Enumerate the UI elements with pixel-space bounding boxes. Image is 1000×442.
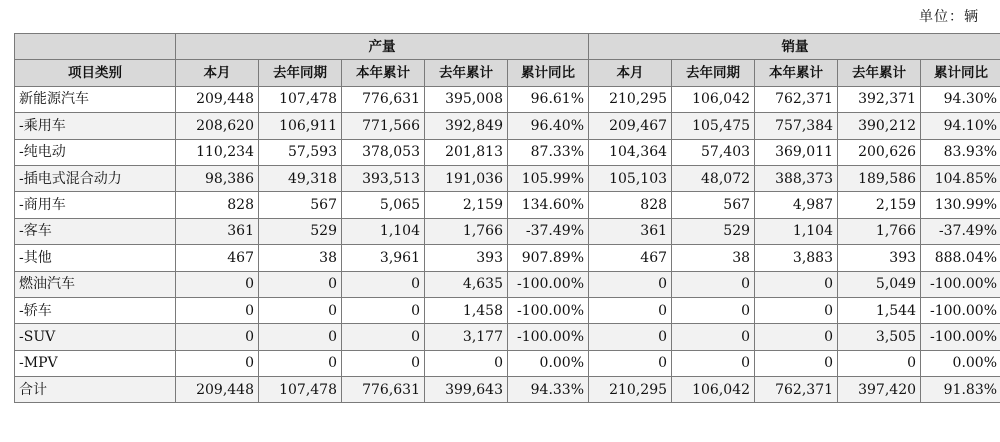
table-row: [15, 350, 1000, 376]
table-cell: 96.40%: [508, 113, 589, 139]
table-cell: 0: [755, 271, 838, 297]
table-cell: 57,403: [672, 139, 755, 165]
row-label: -轿车: [15, 297, 176, 323]
table-cell: 48,072: [672, 165, 755, 191]
table-cell: 5,065: [342, 192, 425, 218]
table-cell: -100.00%: [921, 324, 1000, 350]
table-cell: 130.99%: [921, 192, 1000, 218]
table-cell: 392,849: [425, 113, 508, 139]
table-row: [15, 297, 1000, 323]
table-cell: 105,475: [672, 113, 755, 139]
table-cell: 361: [589, 218, 672, 244]
table-cell: -100.00%: [921, 271, 1000, 297]
table-cell: 1,766: [838, 218, 921, 244]
table-cell: 209,448: [176, 86, 259, 112]
table-cell: 395,008: [425, 86, 508, 112]
table-cell: 107,478: [259, 86, 342, 112]
table-cell: 388,373: [755, 165, 838, 191]
table-cell: 392,371: [838, 86, 921, 112]
table-cell: 0: [259, 271, 342, 297]
table-cell: -100.00%: [921, 297, 1000, 323]
table-cell: 828: [589, 192, 672, 218]
row-label: -商用车: [15, 192, 176, 218]
table-cell: 0: [259, 324, 342, 350]
table-cell: 0: [589, 271, 672, 297]
table-cell: 0.00%: [508, 350, 589, 376]
table-cell: 0: [342, 324, 425, 350]
table-cell: 38: [259, 245, 342, 271]
table-row: [15, 377, 1000, 403]
table-row: [15, 86, 1000, 112]
table-cell: -100.00%: [508, 271, 589, 297]
row-label: -客车: [15, 218, 176, 244]
table-cell: 2,159: [838, 192, 921, 218]
table-cell: 888.04%: [921, 245, 1000, 271]
table-cell: 771,566: [342, 113, 425, 139]
table-cell: 3,883: [755, 245, 838, 271]
table-cell: 208,620: [176, 113, 259, 139]
table-cell: 1,766: [425, 218, 508, 244]
table-row: [15, 192, 1000, 218]
table-cell: 0: [342, 271, 425, 297]
table-cell: 104,364: [589, 139, 672, 165]
row-label: -乘用车: [15, 113, 176, 139]
table-cell: 361: [176, 218, 259, 244]
table-cell: 1,544: [838, 297, 921, 323]
table-cell: 369,011: [755, 139, 838, 165]
row-label: -MPV: [15, 350, 176, 376]
table-cell: 0: [589, 324, 672, 350]
table-cell: 4,635: [425, 271, 508, 297]
column-header: 累计同比: [508, 60, 589, 86]
column-header: 本月: [589, 60, 672, 86]
table-cell: -100.00%: [508, 297, 589, 323]
column-header: 去年累计: [838, 60, 921, 86]
header-column-row: [15, 60, 1000, 86]
table-cell: 762,371: [755, 86, 838, 112]
table-cell: 191,036: [425, 165, 508, 191]
sales-group-header: 销量: [589, 34, 1000, 60]
table-cell: 107,478: [259, 377, 342, 403]
table-cell: 776,631: [342, 86, 425, 112]
table-cell: 3,961: [342, 245, 425, 271]
row-label: 燃油汽车: [15, 271, 176, 297]
header-group-row: [15, 34, 1000, 60]
table-cell: 529: [259, 218, 342, 244]
column-header: 去年同期: [259, 60, 342, 86]
table-cell: 0: [838, 350, 921, 376]
column-header: 本年累计: [342, 60, 425, 86]
row-label: -SUV: [15, 324, 176, 350]
table-cell: 0: [589, 297, 672, 323]
table-cell: 106,042: [672, 377, 755, 403]
row-label: -插电式混合动力: [15, 165, 176, 191]
table-cell: 567: [259, 192, 342, 218]
table-row: [15, 165, 1000, 191]
table-cell: 209,448: [176, 377, 259, 403]
table-cell: 4,987: [755, 192, 838, 218]
table-cell: 210,295: [589, 377, 672, 403]
table-row: [15, 324, 1000, 350]
table-cell: 0: [259, 297, 342, 323]
table-cell: 110,234: [176, 139, 259, 165]
table-cell: 0: [342, 350, 425, 376]
table-cell: 907.89%: [508, 245, 589, 271]
table-cell: 87.33%: [508, 139, 589, 165]
table-cell: 529: [672, 218, 755, 244]
table-cell: 98,386: [176, 165, 259, 191]
table-cell: 0: [176, 324, 259, 350]
table-cell: 393: [838, 245, 921, 271]
table-row: [15, 113, 1000, 139]
column-header: 去年累计: [425, 60, 508, 86]
table-cell: -37.49%: [921, 218, 1000, 244]
table-cell: 57,593: [259, 139, 342, 165]
table-cell: 83.93%: [921, 139, 1000, 165]
table-cell: 397,420: [838, 377, 921, 403]
table-row: [15, 271, 1000, 297]
table-cell: 0: [755, 297, 838, 323]
table-cell: 467: [589, 245, 672, 271]
table-cell: 1,104: [342, 218, 425, 244]
column-header: 本月: [176, 60, 259, 86]
unit-label: 单位：辆: [919, 9, 979, 25]
table-cell: 201,813: [425, 139, 508, 165]
table-cell: 49,318: [259, 165, 342, 191]
table-cell: 106,042: [672, 86, 755, 112]
table-cell: 757,384: [755, 113, 838, 139]
table-cell: 0.00%: [921, 350, 1000, 376]
table-cell: 3,505: [838, 324, 921, 350]
table-cell: 399,643: [425, 377, 508, 403]
table-cell: 0: [342, 297, 425, 323]
table-cell: 393,513: [342, 165, 425, 191]
row-label: -纯电动: [15, 139, 176, 165]
column-header: 累计同比: [921, 60, 1000, 86]
production-sales-table: [14, 33, 1000, 403]
table-row: [15, 139, 1000, 165]
table-cell: 200,626: [838, 139, 921, 165]
table-cell: 134.60%: [508, 192, 589, 218]
table-cell: 762,371: [755, 377, 838, 403]
table-cell: 94.33%: [508, 377, 589, 403]
table-cell: 210,295: [589, 86, 672, 112]
table-cell: 0: [672, 297, 755, 323]
table-cell: 467: [176, 245, 259, 271]
table-cell: 390,212: [838, 113, 921, 139]
table-cell: 0: [259, 350, 342, 376]
table-cell: 91.83%: [921, 377, 1000, 403]
table-cell: 0: [176, 350, 259, 376]
table-cell: 104.85%: [921, 165, 1000, 191]
table-body: [15, 86, 1000, 403]
table-cell: 105.99%: [508, 165, 589, 191]
table-cell: 2,159: [425, 192, 508, 218]
table-cell: -100.00%: [508, 324, 589, 350]
column-header: 去年同期: [672, 60, 755, 86]
table-cell: 105,103: [589, 165, 672, 191]
table-cell: 96.61%: [508, 86, 589, 112]
table-cell: 189,586: [838, 165, 921, 191]
table-cell: 776,631: [342, 377, 425, 403]
table-cell: 1,458: [425, 297, 508, 323]
table-cell: 3,177: [425, 324, 508, 350]
table-cell: 38: [672, 245, 755, 271]
row-label: -其他: [15, 245, 176, 271]
table-row: [15, 245, 1000, 271]
table-cell: 0: [589, 350, 672, 376]
table-cell: 1,104: [755, 218, 838, 244]
table-cell: 106,911: [259, 113, 342, 139]
table-cell: 0: [672, 350, 755, 376]
table-cell: 0: [176, 297, 259, 323]
table-cell: 0: [672, 271, 755, 297]
table-cell: 378,053: [342, 139, 425, 165]
column-header: 本年累计: [755, 60, 838, 86]
table-cell: 0: [176, 271, 259, 297]
table-row: [15, 218, 1000, 244]
table-cell: 94.10%: [921, 113, 1000, 139]
header-blank-cell: [15, 34, 176, 60]
table-cell: 0: [425, 350, 508, 376]
table-cell: 94.30%: [921, 86, 1000, 112]
table-cell: 209,467: [589, 113, 672, 139]
table-cell: 0: [755, 350, 838, 376]
row-label: 合计: [15, 377, 176, 403]
table-cell: -37.49%: [508, 218, 589, 244]
table-cell: 0: [755, 324, 838, 350]
category-header: 项目类别: [15, 60, 176, 86]
table-cell: 5,049: [838, 271, 921, 297]
row-label: 新能源汽车: [15, 86, 176, 112]
production-group-header: 产量: [176, 34, 589, 60]
table-cell: 828: [176, 192, 259, 218]
table-cell: 393: [425, 245, 508, 271]
table-cell: 0: [672, 324, 755, 350]
table-cell: 567: [672, 192, 755, 218]
